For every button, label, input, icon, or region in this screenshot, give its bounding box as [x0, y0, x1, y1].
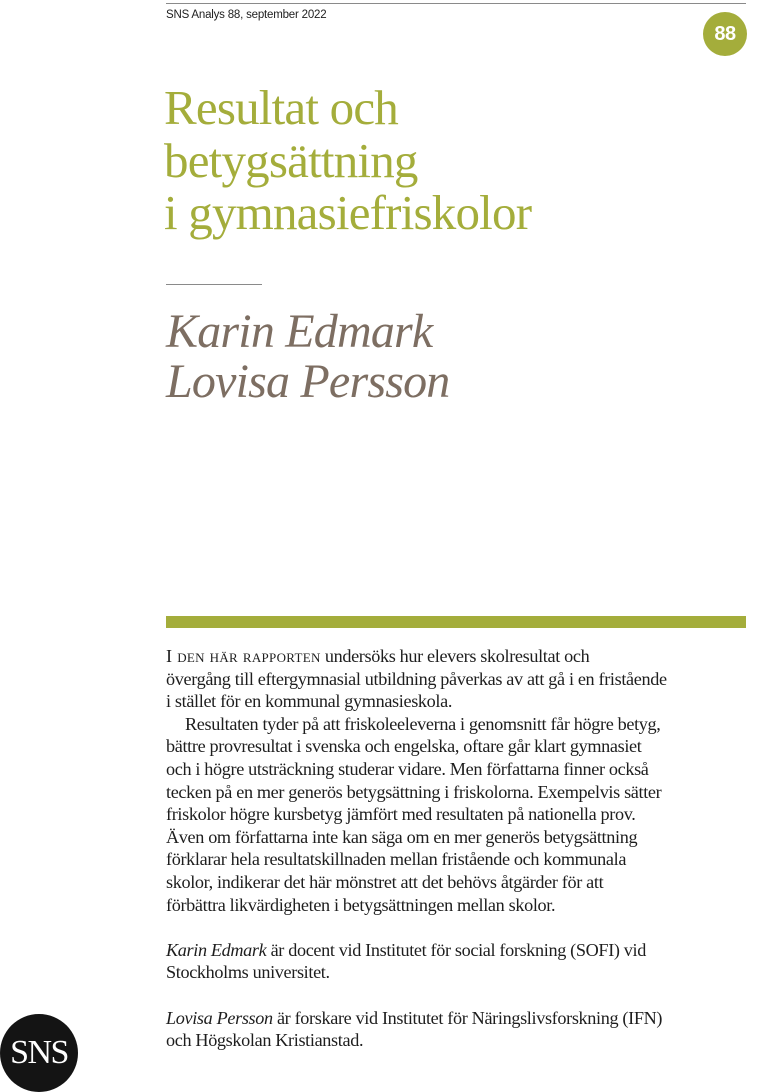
bio-author-name: Lovisa Persson [166, 1007, 273, 1028]
issue-number-badge: 88 [703, 12, 747, 56]
author-bio-karin-edmark [166, 939, 756, 984]
top-rule [166, 3, 746, 4]
abstract-paragraph-2 [166, 713, 756, 916]
report-title [164, 82, 531, 240]
text-line [166, 1007, 756, 1030]
author-bio-lovisa-persson [166, 1007, 756, 1052]
sns-logo: SNS [0, 1014, 78, 1092]
publication-header: SNS Analys 88, september 2022 [166, 9, 327, 21]
abstract-paragraph-1 [166, 645, 756, 713]
title-line: Resultat och [164, 80, 398, 135]
text-fragment: är docent vid Institutet för social forskning (SOFI) vid [266, 939, 646, 960]
title-line: betygsättning [164, 132, 418, 188]
text-line: förbättra likvärdigheten i betygsättningen mellan skolor. [166, 894, 556, 915]
text-line: förklarar hela resultatskillnaden mellan fristående och kommunala [166, 849, 627, 870]
text-line: bättre provresultat i svenska och engelska, oftare går klart gymnasiet [166, 736, 642, 757]
title-divider [166, 284, 262, 285]
abstract [166, 645, 756, 1052]
accent-bar [166, 616, 746, 628]
text-line: i stället för en kommunal gymnasieskola. [166, 691, 453, 712]
text-fragment: undersöks hur elevers skolresultat och [320, 646, 590, 666]
author-name: Lovisa Persson [166, 355, 450, 408]
text-line: tecken på en mer generös betygsättning i friskolorna. Exempelvis sätter [166, 781, 662, 802]
title-line: i gymnasiefriskolor [164, 185, 532, 240]
author-names [166, 307, 449, 407]
text-line: Stockholms universitet. [166, 962, 330, 983]
lead-in: I den här rapporten [166, 646, 321, 666]
text-line: skolor, indikerar det här mönstret att det behövs åtgärder för att [166, 871, 604, 892]
bio-author-name: Karin Edmark [166, 939, 267, 960]
text-line: och i högre utsträckning studerar vidare. Men författarna finner också [166, 758, 649, 779]
text-line: och Högskolan Kristianstad. [166, 1030, 364, 1051]
text-line: friskolor högre kursbetyg jämfört med resultaten på nationella prov. [166, 804, 636, 825]
text-line: Även om författarna inte kan säga om en mer generös betygsättning [166, 826, 638, 847]
text-line [166, 939, 756, 962]
text-line: övergång till eftergymnasial utbildning påverkas av att gå i en fristående [166, 668, 667, 689]
text-line [166, 645, 756, 668]
text-fragment: är forskare vid Institutet för Näringslivsforskning (IFN) [272, 1007, 663, 1028]
author-name: Karin Edmark [166, 305, 433, 358]
text-line: Resultaten tyder på att friskoleeleverna i genomsnitt får högre betyg, [185, 713, 661, 734]
